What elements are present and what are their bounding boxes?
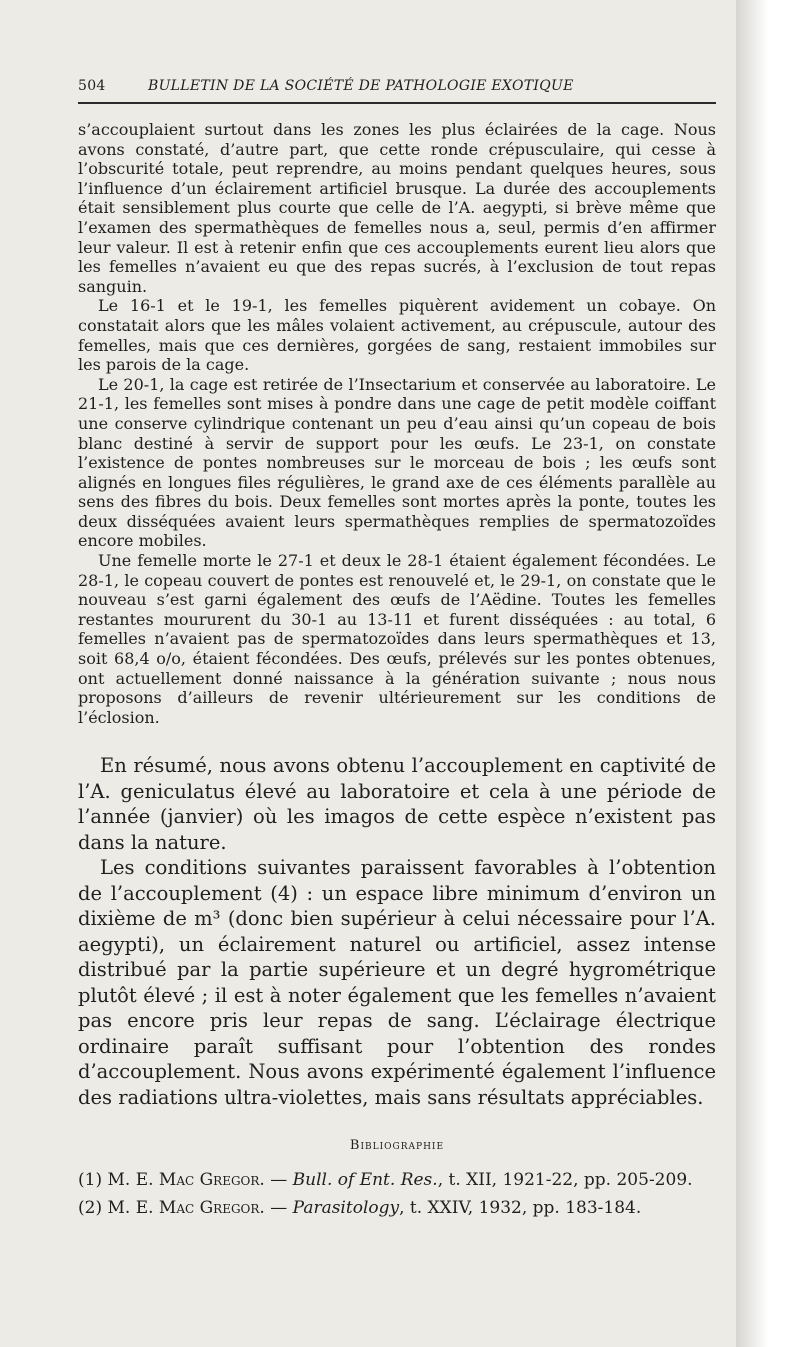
entry-author: M. E. Mac Gregor. (107, 1198, 265, 1219)
paragraph: Le 20-1, la cage est retirée de l’Insectarium et conservée au laboratoire. Le 21-1, les femelles sont mises à pondre dans une cage de petit modèle coiffant une conserve cylindrique contenant un peu d’eau ainsi qu’un copeau de bois blanc destiné à servir de support pour les œufs. Le 23-1, on constate l’existence de pontes nombreuses sur le morceau de bois ; les œufs sont alignés en longues files régulières, le grand axe de ces éléments parallèle au sens des fibres du bois. Deux femelles sont mortes après la ponte, toutes les deux disséquées avaient leurs spermathèques remplies de spermatozoïdes encore mobiles. (78, 374, 716, 551)
paragraph: Une femelle morte le 27-1 et deux le 28-1 étaient également fécondées. Le 28-1, le copeau couvert de pontes est renouvelé et, le 29-1, on constate que le nouveau s’est garni également des œufs de l’Aëdine. Toutes les femelles restantes moururent du 30-1 au 13-11 et furent disséquées : au total, 6 femelles n’avaient pas de spermatozoïdes dans leurs spermathèques et 13, soit 68,4 o/o, étaient fécondées. Des œufs, prélevés sur les pontes obtenues, ont actuellement donné naissance à la génération suivante ; nous nous proposons d’ailleurs de revenir ultérieurement sur les conditions de l’éclosion. (78, 551, 716, 727)
experiment-notes (78, 120, 716, 727)
bibliography-entry (78, 1169, 716, 1191)
summary-paragraph: En résumé, nous avons obtenu l’accouplement en captivité de l’A. geniculatus élevé au laboratoire et cela à une période de l’année (janvier) où les imagos de cette espèce n’existent pas dans la nature. (78, 754, 716, 854)
entry-separator: — (264, 1198, 293, 1219)
entry-author: M. E. Mac Gregor. (107, 1170, 265, 1191)
entry-number: (1) (78, 1170, 103, 1191)
page-number: 504 (78, 78, 106, 94)
bibliography-list (78, 1169, 716, 1219)
summary-paragraph: Les conditions suivantes paraissent favorables à l’obtention de l’accouplement (4) : un espace libre minimum d’environ un dixième de m³ (donc bien supérieur à celui nécessaire pour l’A. aegypti), un éclairement naturel ou artificiel, assez intense distribué par la partie supérieure et un degré hygrométrique plutôt élevé ; il est à noter également que les femelles n’avaient pas encore pris leur repas de sang. L’éclairage électrique ordinaire paraît suffisant pour l’obtention des rondes d’accouplement. Nous avons expérimenté également l’influence des radiations ultra-violettes, mais sans résultats appréciables. (78, 856, 716, 1109)
entry-separator: — (264, 1170, 293, 1191)
entry-details: , t. XXIV, 1932, pp. 183-184. (399, 1198, 642, 1219)
summary-section (78, 753, 716, 1110)
running-header (78, 78, 716, 104)
entry-details: , t. XII, 1921-22, pp. 205-209. (437, 1170, 693, 1191)
paragraph: s’accouplaient surtout dans les zones les plus éclairées de la cage. Nous avons constaté, d’autre part, que cette ronde crépusculaire, qui cesse à l’obscurité totale, peut reprendre, au moins pendant quelques heures, sous l’influence d’un éclairement artificiel brusque. La durée des accouplements était sensiblement plus courte que celle de l’A. aegypti, si brève même que l’examen des spermathèques de femelles nous a, seul, permis d’en affirmer leur valeur. Il est à retenir enfin que ces accouplements eurent lieu alors que les femelles n’avaient eu que des repas sucrés, à l’exclusion de tout repas sanguin. (78, 120, 716, 296)
paragraph: Le 16-1 et le 19-1, les femelles piquèrent avidement un cobaye. On constatait alors que les mâles volaient activement, au crépuscule, autour des femelles, mais que ces dernières, gorgées de sang, restaient immobiles sur les parois de la cage. (78, 296, 716, 375)
bibliography-entry (78, 1197, 716, 1219)
bibliography-heading: Bibliographie (349, 1138, 445, 1154)
entry-journal: Parasitology (292, 1198, 400, 1219)
entry-number: (2) (78, 1198, 103, 1219)
page-edge (736, 0, 768, 1347)
entry-journal: Bull. of Ent. Res. (292, 1170, 438, 1191)
journal-title: BULLETIN DE LA SOCIÉTÉ DE PATHOLOGIE EXOTIQUE (148, 78, 574, 94)
